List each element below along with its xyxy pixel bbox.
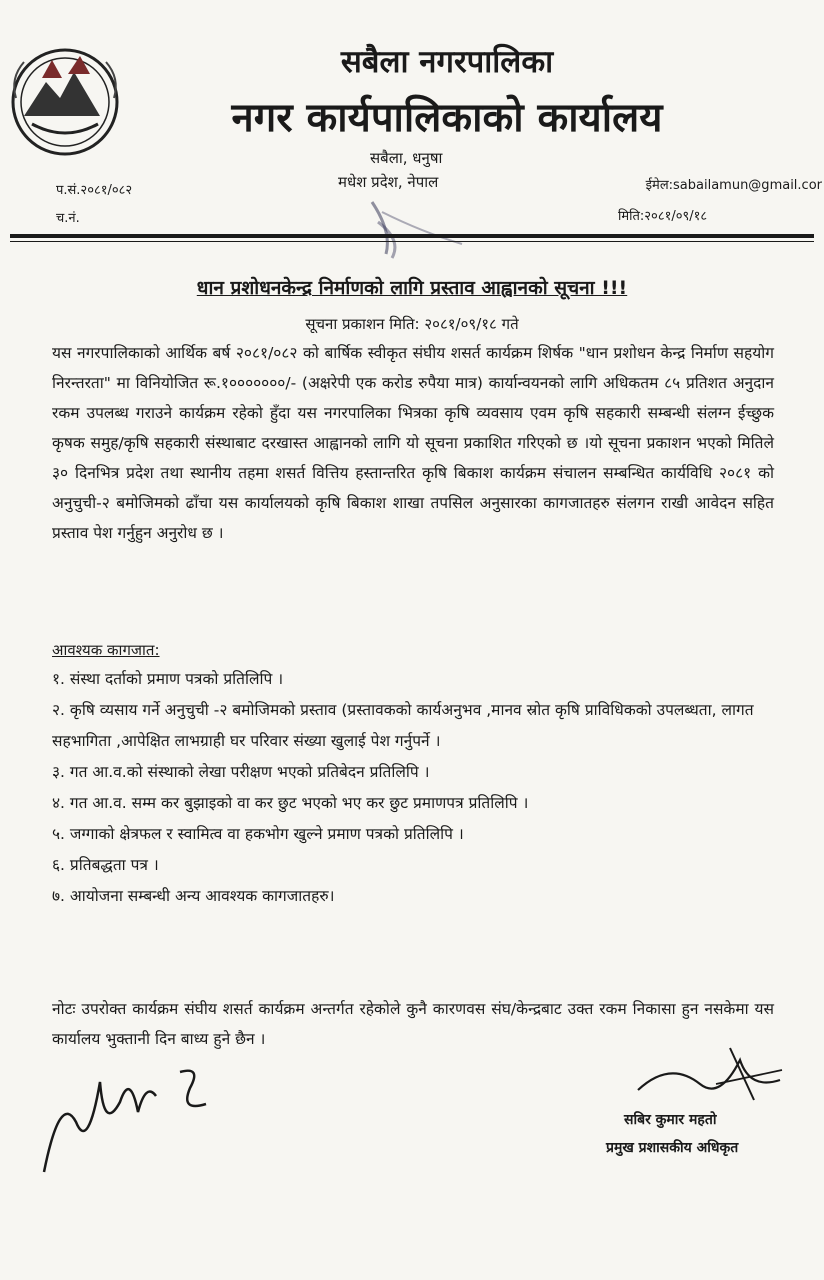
requirement-item: ५. जग्गाको क्षेत्रफल र स्वामित्व वा हकभोग खुल्ने प्रमाण पत्रको प्रतिलिपि । [52, 825, 464, 843]
publication-date: सूचना प्रकाशन मिति: २०८१/०९/१८ गते [305, 315, 519, 333]
reference-number: प.सं.२०८१/०८२ [56, 183, 133, 198]
requirement-item: २. कृषि व्यसाय गर्ने अनुचुची -२ बमोजिमको प्रस्ताव (प्रस्तावकको कार्यअनुभव ,मानव स्रोत कृषि प्राविधिकको उपलब्धता, लागत सहभागिता ,आपेक्षित लाभग्राही घर परिवार संख्या खुलाई पेश गर्नुपर्ने । [52, 701, 754, 750]
requirements-list [52, 664, 774, 912]
handwritten-signature-left [30, 1052, 230, 1182]
notice-title: धान प्रशोधनकेन्द्र निर्माणको लागि प्रस्ताव आह्वानको सूचना !!! [196, 277, 628, 299]
office-name: नगर कार्यपालिकाको कार्यालय [231, 94, 663, 141]
notice-body: यस नगरपालिकाको आर्थिक बर्ष २०८१/०८२ को बार्षिक स्वीकृत संघीय शसर्त कार्यक्रम शिर्षक "धान प्रशोधन केन्द्र निर्माण सहयोग निरन्तरता" मा विनियोजित रू.१०००००००/- (अक्षरेपी एक करोड रुपैया मात्र) कार्यान्वयनको लागि अधिकतम ८५ प्रतिशत अनुदान रकम उपलब्ध गराउने कार्यक्रम रहेको हुँदा यस नगरपालिका भित्रका कृषि व्यवसाय एवम कृषि सहकारी सम्बन्धी संलग्न ईच्छुक कृषक समुह/कृषि सहकारी संस्थाबाट दरखास्त आह्वानको लागि यो सूचना प्रकाशित गरिएको छ ।यो सूचना प्रकाशन भएको मितिले ३० दिनभित्र प्रदेश तथा स्थानीय तहमा शसर्त वित्तिय हस्तान्तरित कृषि बिकाश कार्यक्रम संचालन सम्बन्धित कार्यविधि २०८१ को अनुचुची-२ बमोजिमको ढाँचा यस कार्यालयको कृषि बिकाश शाखा तपसिल अनुसारका कागजातहरु संलगन राखी आवेदन सहित प्रस्ताव पेश गर्नुहुन अनुरोध छ । [52, 344, 774, 542]
notice-note: नोटः उपरोक्त कार्यक्रम संघीय शसर्त कार्यक्रम अन्तर्गत रहेकोले कुनै कारणवस संघ/केन्द्रबाट उक्त रकम निकासा हुन नसकेमा यस कार्यालय भुक्तानी दिन बाध्य हुने छैन । [52, 1000, 774, 1048]
letter-date: मिति:२०८१/०९/१८ [618, 209, 708, 224]
requirements-heading: आवश्यक कागजात: [52, 641, 160, 659]
requirement-item: ७. आयोजना सम्बन्धी अन्य आवश्यक कागजातहरु। [52, 887, 335, 905]
dispatch-number: च.नं. [56, 211, 80, 226]
header-divider-thick [10, 234, 814, 238]
signatory-title: प्रमुख प्रशासकीय अधिकृत [606, 1140, 739, 1156]
office-stamp [352, 192, 482, 262]
signatory-name: सबिर कुमार महतो [624, 1112, 717, 1128]
requirement-item: ६. प्रतिबद्धता पत्र । [52, 856, 159, 874]
email-address: ईमेल:sabailamun@gmail.cor [645, 178, 822, 193]
address-line-1: सबैला, धनुषा [370, 149, 443, 167]
requirement-item: १. संस्था दर्ताको प्रमाण पत्रको प्रतिलिपि । [52, 670, 284, 688]
handwritten-signature-right [630, 1040, 790, 1110]
requirement-item: ३. गत आ.व.को संस्थाको लेखा परीक्षण भएको प्रतिबेदन प्रतिलिपि । [52, 763, 430, 781]
address-line-2: मधेश प्रदेश, नेपाल [338, 173, 439, 191]
municipality-name: सबैला नगरपालिका [340, 44, 554, 80]
requirement-item: ४. गत आ.व. सम्म कर बुझाइको वा कर छुट भएको भए कर छुट प्रमाणपत्र प्रतिलिपि । [52, 794, 529, 812]
header-divider-thin [10, 241, 814, 242]
